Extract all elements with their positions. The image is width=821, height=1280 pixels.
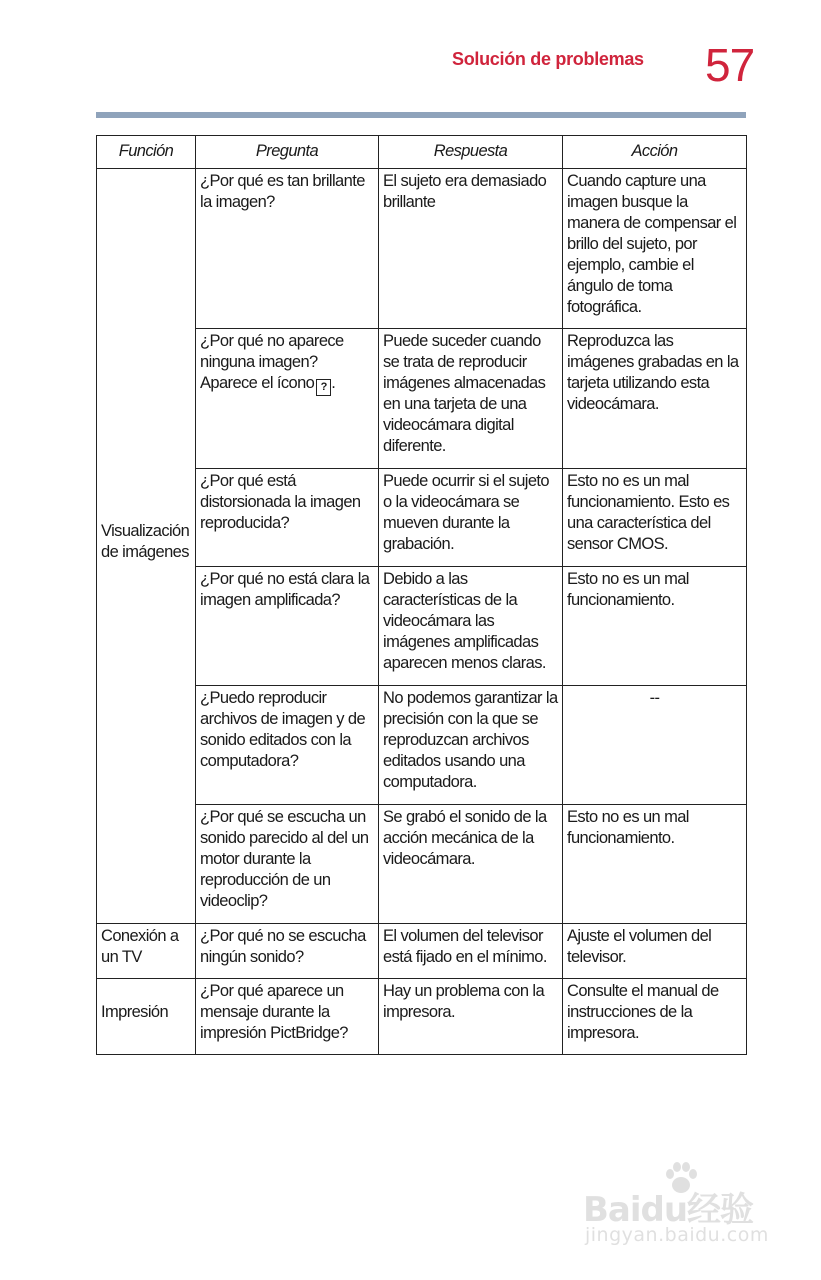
table-row: [97, 979, 747, 1055]
watermark-logo-text: Baidu经验: [583, 1190, 754, 1230]
action-cell: Consulte el manual de instrucciones de la impresora.: [563, 979, 747, 1055]
answer-cell: Puede ocurrir si el sujeto o la videocámara se mueven durante la grabación.: [379, 469, 563, 567]
answer-cell: El volumen del televisor está fijado en el mínimo.: [379, 924, 563, 979]
question-cell: ¿Por qué es tan brillante la imagen?: [196, 169, 379, 329]
answer-cell: Puede suceder cuando se trata de reproducir imágenes almacenadas en una tarjeta de una videocámara digital diferente.: [379, 329, 563, 469]
question-cell: ¿Por qué no está clara la imagen amplificada?: [196, 567, 379, 686]
table-row: [97, 924, 747, 979]
function-cell: Impresión: [97, 979, 196, 1055]
column-header-answer: Respuesta: [379, 136, 563, 169]
question-cell: ¿Puedo reproducir archivos de imagen y de sonido editados con la computadora?: [196, 686, 379, 805]
answer-cell: Se grabó el sonido de la acción mecánica de la videocámara.: [379, 805, 563, 924]
action-cell: --: [563, 686, 747, 805]
question-mark-icon: ?: [316, 379, 331, 396]
baidu-watermark: [583, 1158, 783, 1258]
column-header-action: Acción: [563, 136, 747, 169]
column-header-question: Pregunta: [196, 136, 379, 169]
answer-cell: El sujeto era demasiado brillante: [379, 169, 563, 329]
question-cell: ¿Por qué no se escucha ningún sonido?: [196, 924, 379, 979]
question-text: ¿Por qué no aparece ninguna imagen? Aparece el ícono: [200, 332, 344, 392]
troubleshooting-table: [96, 135, 747, 1055]
question-cell: ¿Por qué se escucha un sonido parecido al del un motor durante la reproducción de un videoclip?: [196, 805, 379, 924]
section-title: Solución de problemas: [452, 49, 644, 69]
question-cell: [196, 329, 379, 469]
page-number: 57: [705, 39, 755, 91]
function-cell: Conexión a un TV: [97, 924, 196, 979]
answer-cell: Debido a las características de la videocámara las imágenes amplificadas aparecen menos claras.: [379, 567, 563, 686]
action-cell: Cuando capture una imagen busque la manera de compensar el brillo del sujeto, por ejemplo, cambie el ángulo de toma fotográfica.: [563, 169, 747, 329]
question-cell: ¿Por qué aparece un mensaje durante la impresión PictBridge?: [196, 979, 379, 1055]
action-cell: Ajuste el volumen del televisor.: [563, 924, 747, 979]
action-cell: Esto no es un mal funcionamiento.: [563, 805, 747, 924]
action-cell: Esto no es un mal funcionamiento. Esto es una característica del sensor CMOS.: [563, 469, 747, 567]
table-header-row: [97, 136, 747, 169]
question-suffix: .: [331, 374, 336, 392]
action-cell: Reproduzca las imágenes grabadas en la tarjeta utilizando esta videocámara.: [563, 329, 747, 469]
column-header-function: Función: [97, 136, 196, 169]
function-cell: Visualización de imágenes: [97, 169, 196, 924]
answer-cell: Hay un problema con la impresora.: [379, 979, 563, 1055]
answer-cell: No podemos garantizar la precisión con la que se reproduzcan archivos editados usando una computadora.: [379, 686, 563, 805]
watermark-url-text: jingyan.baidu.com: [585, 1224, 769, 1246]
header-rule: [96, 112, 746, 118]
question-cell: ¿Por qué está distorsionada la imagen reproducida?: [196, 469, 379, 567]
action-cell: Esto no es un mal funcionamiento.: [563, 567, 747, 686]
table-row: [97, 169, 747, 329]
